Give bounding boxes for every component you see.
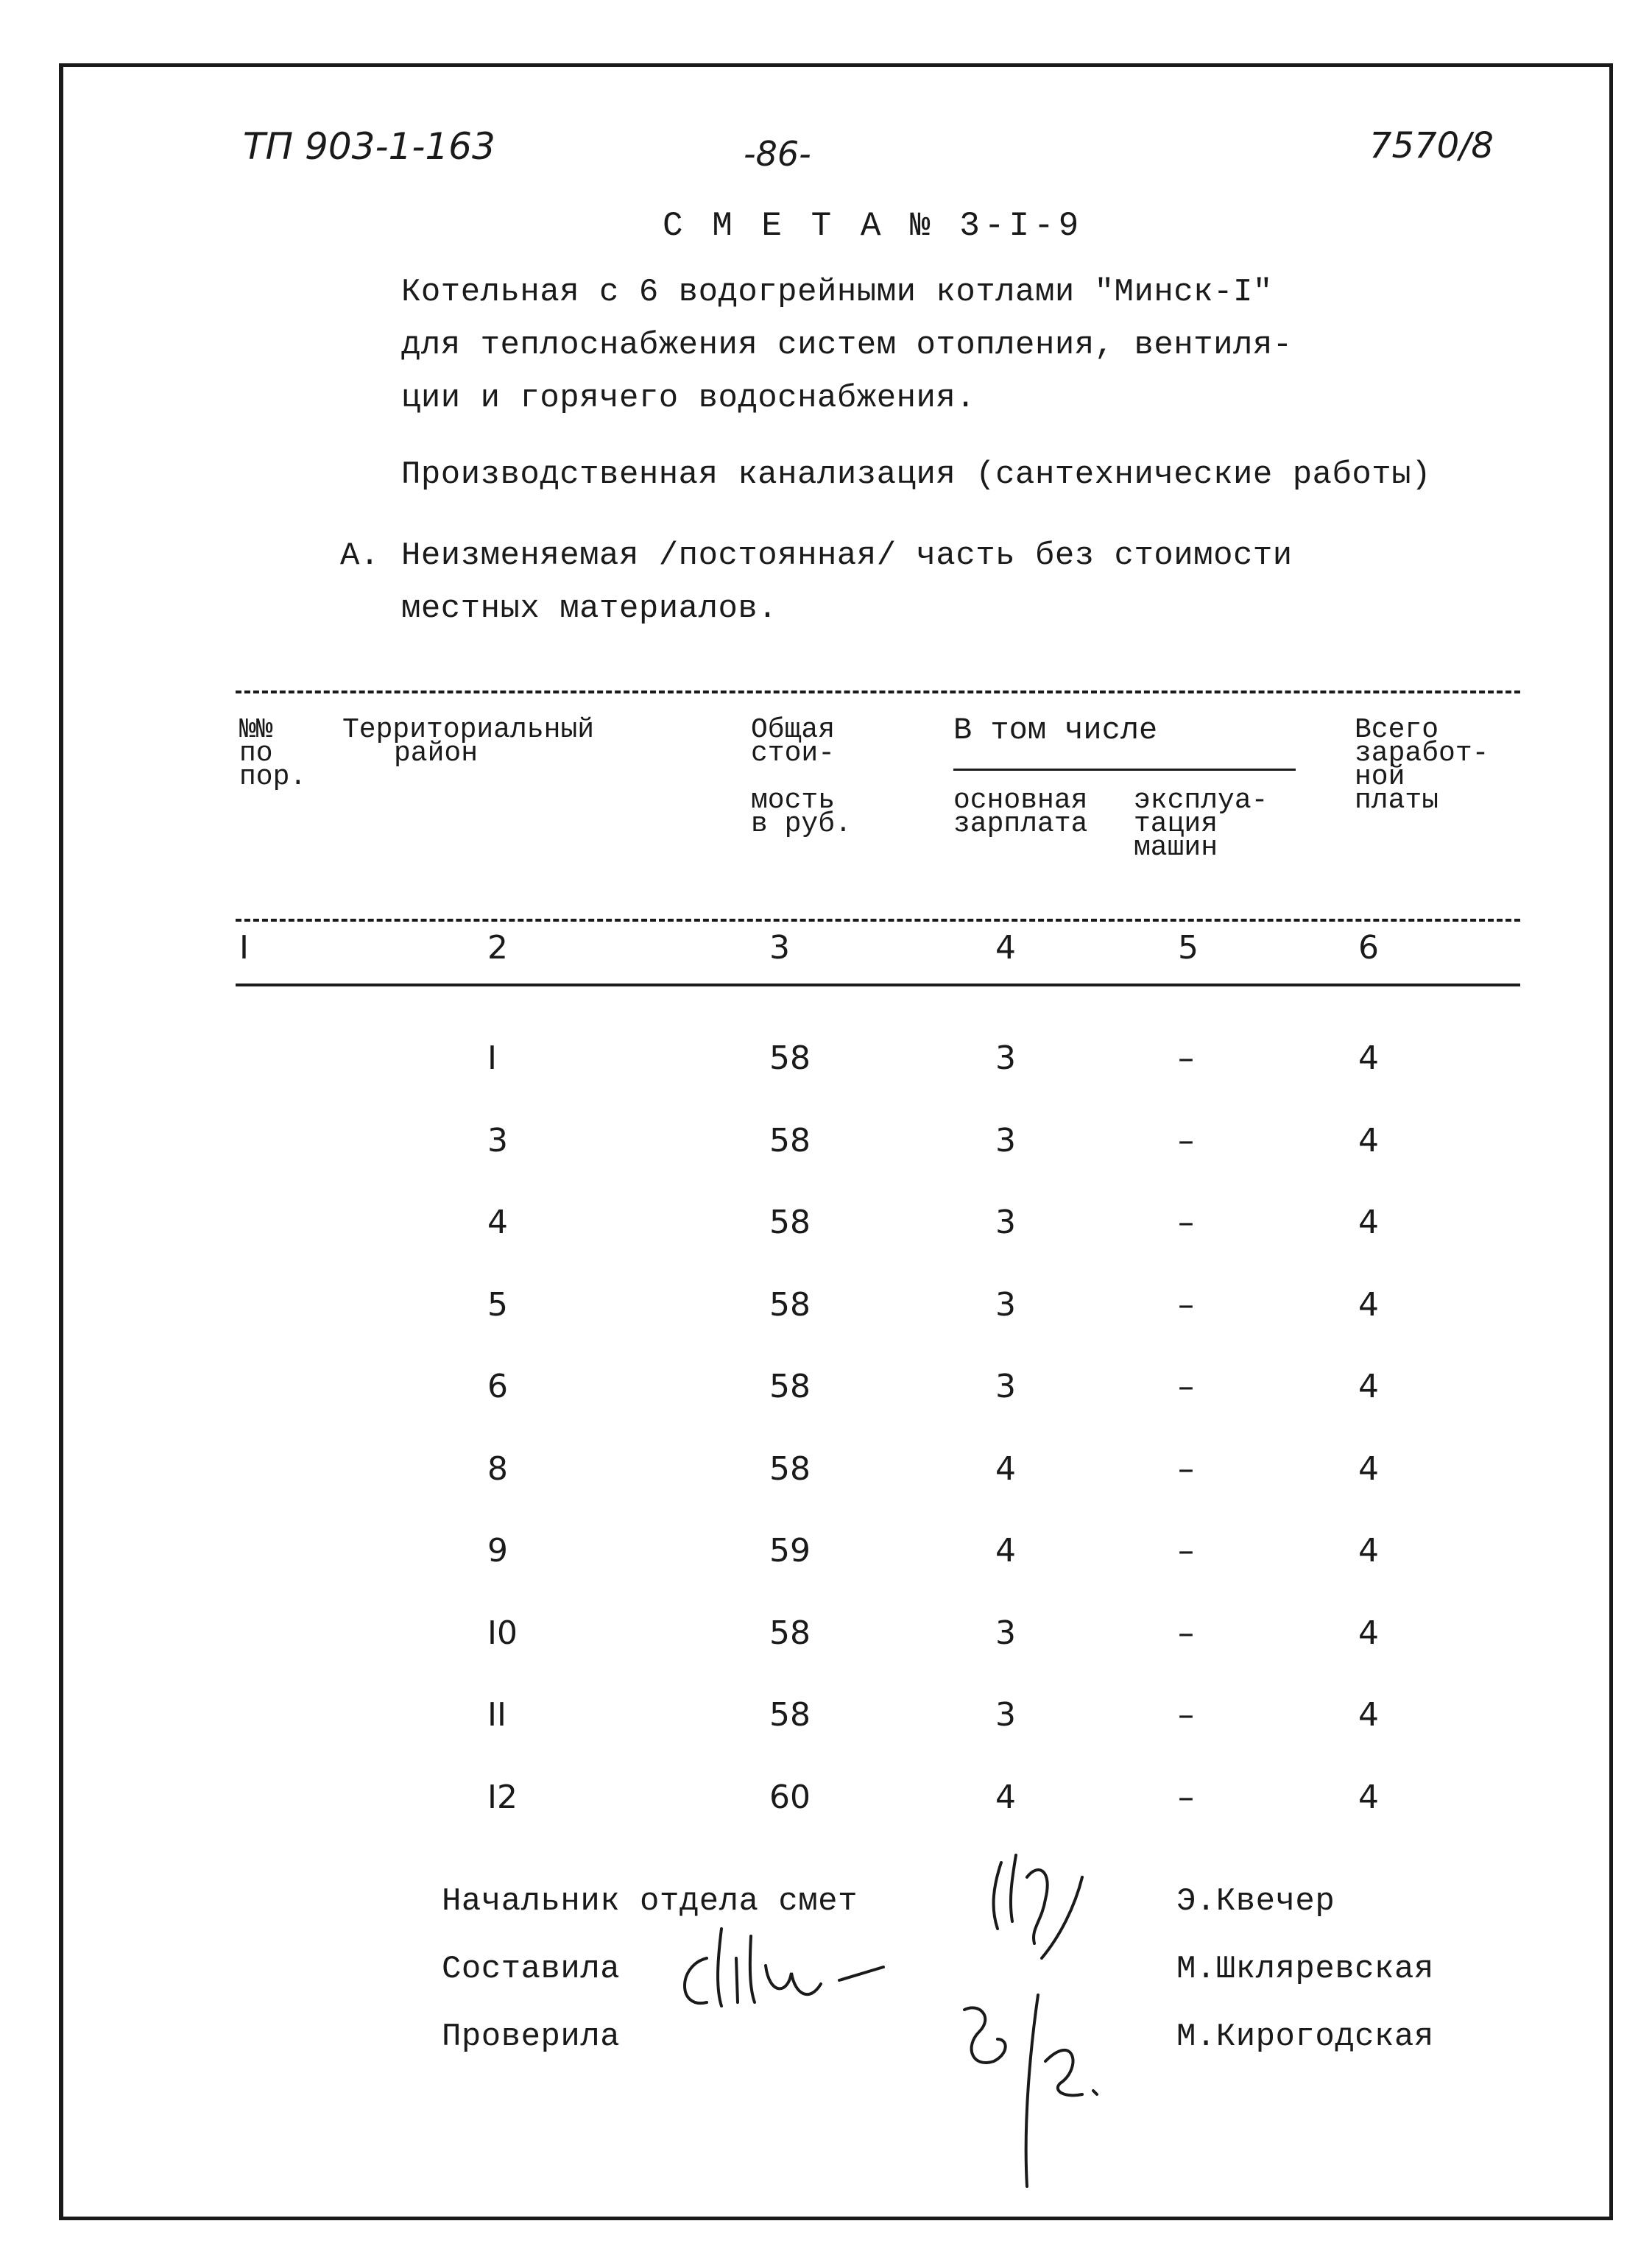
cell-base-wage: 4 — [995, 1532, 1016, 1569]
header-col3-line3: мость — [751, 785, 836, 816]
cell-total-cost: 59 — [769, 1532, 811, 1569]
signature-role-2: Составила — [442, 1951, 621, 1988]
header-col5-line1: эксплуа- — [1134, 785, 1268, 816]
header-col5-line3: машин — [1134, 832, 1218, 864]
cell-base-wage: 3 — [995, 1614, 1016, 1652]
table-top-rule — [236, 691, 1520, 693]
column-numbers-rule — [236, 984, 1520, 986]
header-col6-line2: заработ- — [1355, 738, 1489, 769]
cell-total-cost: 60 — [769, 1779, 811, 1816]
cell-machines: – — [1178, 1204, 1194, 1241]
cell-machines: – — [1178, 1696, 1194, 1734]
cell-total-cost: 58 — [769, 1039, 811, 1077]
cell-total-wage: 4 — [1358, 1450, 1379, 1488]
cell-total-cost: 58 — [769, 1450, 811, 1488]
header-col1-line2: по — [239, 738, 273, 769]
colnum-2: 2 — [487, 929, 508, 967]
cell-base-wage: 3 — [995, 1039, 1016, 1077]
part-line-2: местных материалов. — [401, 590, 778, 627]
description-line-2: для теплоснабжения систем отопления, вентиля- — [401, 327, 1293, 364]
description-line-3: ции и горячего водоснабжения. — [401, 380, 976, 417]
colnum-4: 4 — [995, 929, 1016, 967]
cell-total-wage: 4 — [1358, 1204, 1379, 1241]
signature-scribble-compiled — [663, 1914, 906, 2024]
cell-base-wage: 3 — [995, 1696, 1016, 1734]
header-col4-line2: зарплата — [953, 808, 1088, 840]
part-label: А. — [340, 537, 380, 574]
cell-machines: – — [1178, 1779, 1194, 1816]
group-underline — [953, 769, 1296, 771]
project-code: ТП 903-1-163 — [243, 125, 495, 168]
cell-base-wage: 3 — [995, 1204, 1016, 1241]
header-col2-line1: Территориальный — [342, 714, 595, 746]
archive-number: 7570/8 — [1369, 125, 1494, 166]
signature-name-3: М.Кирогодская — [1176, 2019, 1434, 2055]
signature-name-2: М.Шкляревская — [1176, 1951, 1434, 1988]
colnum-3: 3 — [769, 929, 790, 967]
header-col6-line1: Всего — [1355, 714, 1439, 746]
cell-total-cost: 58 — [769, 1614, 811, 1652]
cell-total-cost: 58 — [769, 1286, 811, 1324]
signature-scribble-checked — [935, 1973, 1126, 2194]
document-title: С М Е Т А № 3-I-9 — [663, 207, 1084, 245]
header-col4-line1: основная — [953, 785, 1088, 816]
cell-machines: – — [1178, 1122, 1194, 1159]
cell-machines: – — [1178, 1039, 1194, 1077]
colnum-5: 5 — [1178, 929, 1199, 967]
cell-machines: – — [1178, 1532, 1194, 1569]
cell-total-wage: 4 — [1358, 1532, 1379, 1569]
cell-machines: – — [1178, 1286, 1194, 1324]
cell-region: I0 — [487, 1614, 518, 1652]
header-group: В том числе — [953, 713, 1158, 748]
header-col1-line1: №№ — [239, 714, 273, 746]
cell-machines: – — [1178, 1614, 1194, 1652]
header-col2-line2: район — [394, 738, 479, 769]
header-col6-line3: ной — [1355, 761, 1405, 793]
section-title: Производственная канализация (сантехнические работы) — [401, 456, 1432, 493]
cell-region: 5 — [487, 1286, 508, 1324]
header-col3-line1: Общая — [751, 714, 836, 746]
signature-role-1: Начальник отдела смет — [442, 1883, 858, 1920]
cell-base-wage: 3 — [995, 1368, 1016, 1405]
header-col5-line2: тация — [1134, 808, 1218, 840]
colnum-1: I — [239, 929, 249, 967]
cell-base-wage: 3 — [995, 1122, 1016, 1159]
header-col3-line2: стои- — [751, 738, 836, 769]
colnum-6: 6 — [1358, 929, 1379, 967]
header-col6-line4: платы — [1355, 785, 1439, 816]
cell-total-wage: 4 — [1358, 1696, 1379, 1734]
cell-total-wage: 4 — [1358, 1286, 1379, 1324]
cell-total-cost: 58 — [769, 1122, 811, 1159]
cell-region: I2 — [487, 1779, 518, 1816]
signature-role-3: Проверила — [442, 2019, 621, 2055]
cell-total-wage: 4 — [1358, 1122, 1379, 1159]
description-line-1: Котельная с 6 водогрейными котлами "Минск-I" — [401, 274, 1273, 311]
cell-total-cost: 58 — [769, 1696, 811, 1734]
cell-region: II — [487, 1696, 506, 1734]
cell-base-wage: 4 — [995, 1779, 1016, 1816]
part-line-1: Неизменяемая /постоянная/ часть без стоимости — [401, 537, 1293, 574]
cell-machines: – — [1178, 1450, 1194, 1488]
cell-base-wage: 4 — [995, 1450, 1016, 1488]
cell-region: 6 — [487, 1368, 508, 1405]
page-number: -86- — [744, 134, 811, 174]
cell-region: 9 — [487, 1532, 508, 1569]
cell-total-cost: 58 — [769, 1368, 811, 1405]
signature-scribble-head — [972, 1833, 1134, 1966]
cell-region: I — [487, 1039, 497, 1077]
cell-total-wage: 4 — [1358, 1614, 1379, 1652]
cell-base-wage: 3 — [995, 1286, 1016, 1324]
header-bottom-rule — [236, 919, 1520, 922]
cell-region: 8 — [487, 1450, 508, 1488]
signature-name-1: Э.Квечер — [1176, 1883, 1335, 1920]
cell-machines: – — [1178, 1368, 1194, 1405]
cell-region: 4 — [487, 1204, 508, 1241]
cell-total-wage: 4 — [1358, 1039, 1379, 1077]
cell-total-wage: 4 — [1358, 1779, 1379, 1816]
header-col3-line4: в руб. — [751, 808, 852, 840]
cell-region: 3 — [487, 1122, 508, 1159]
cell-total-wage: 4 — [1358, 1368, 1379, 1405]
header-col1-line3: пор. — [239, 761, 307, 793]
cell-total-cost: 58 — [769, 1204, 811, 1241]
